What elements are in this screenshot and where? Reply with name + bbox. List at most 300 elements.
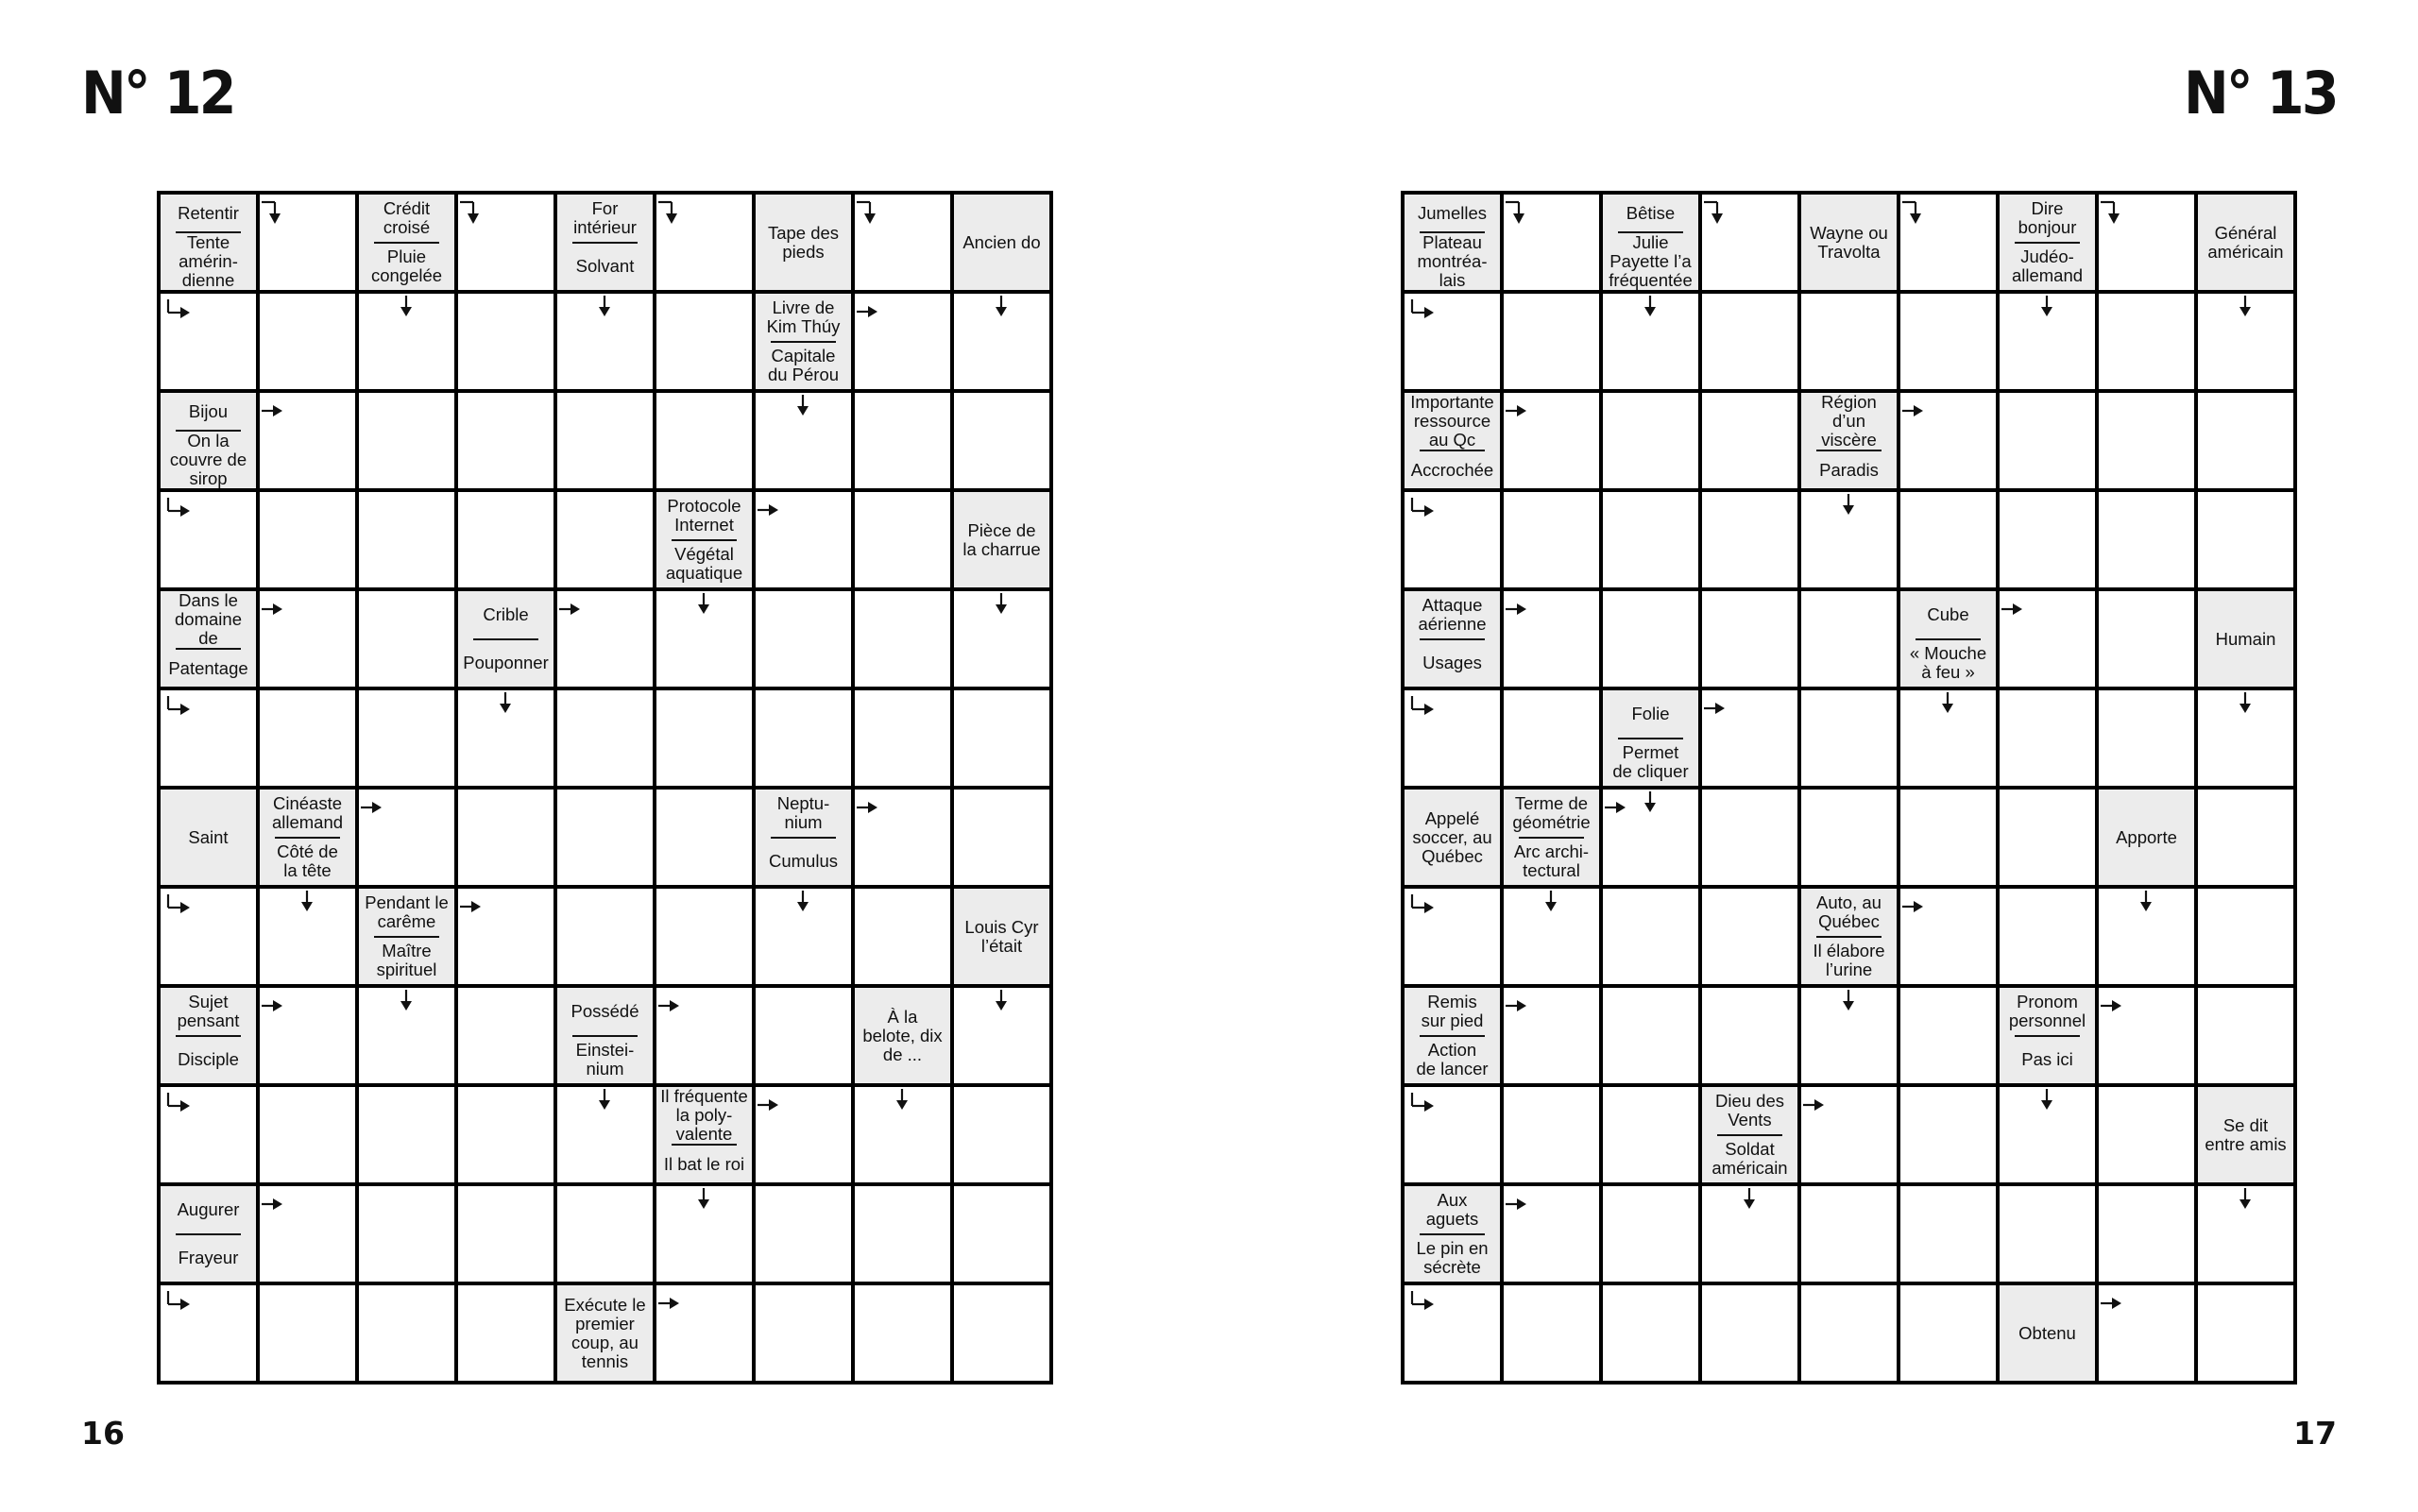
answer-cell[interactable] <box>1702 1285 1797 1381</box>
clue-text: Paradis <box>1819 459 1879 480</box>
answer-cell[interactable] <box>1801 790 1897 885</box>
clue-text: Crédit croisé <box>383 197 431 237</box>
answer-cell[interactable] <box>656 591 752 687</box>
definition-cell <box>2000 195 2095 290</box>
answer-cell[interactable] <box>359 1285 454 1381</box>
definition-cell <box>161 591 256 687</box>
arrow-down-icon <box>1842 494 1855 515</box>
answer-cell[interactable] <box>1405 690 1500 786</box>
definition-cell <box>2198 1087 2293 1182</box>
definition-cell <box>954 889 1049 984</box>
answer-cell[interactable] <box>557 1186 653 1282</box>
arrow-down-right-icon <box>1410 1291 1435 1314</box>
answer-cell[interactable] <box>1900 393 1996 488</box>
answer-cell[interactable] <box>656 790 752 885</box>
answer-cell[interactable] <box>1504 1186 1599 1282</box>
answer-cell[interactable] <box>756 492 851 587</box>
answer-cell[interactable] <box>2198 1186 2293 1282</box>
arrow-down-icon <box>1743 1188 1756 1209</box>
arrow-right-icon <box>262 404 282 417</box>
answer-cell[interactable] <box>359 988 454 1083</box>
answer-cell[interactable] <box>1702 294 1797 389</box>
answer-cell[interactable] <box>954 690 1049 786</box>
definition-cell <box>656 1087 752 1182</box>
arrow-down-right-icon <box>166 1093 191 1115</box>
clue-text: Action de lancer <box>1416 1040 1489 1079</box>
answer-cell[interactable] <box>1603 1186 1698 1282</box>
definition-cell <box>359 889 454 984</box>
answer-cell[interactable] <box>2000 1087 2095 1182</box>
definition-cell <box>756 790 851 885</box>
answer-cell[interactable] <box>855 1186 950 1282</box>
clue-text: Judéo- allemand <box>2011 246 2084 286</box>
answer-cell[interactable] <box>458 690 553 786</box>
arrow-down-icon <box>2239 1188 2252 1209</box>
arrow-down-right-icon <box>166 498 191 520</box>
answer-cell[interactable] <box>1504 591 1599 687</box>
answer-cell[interactable] <box>1504 1285 1599 1381</box>
answer-cell[interactable] <box>855 790 950 885</box>
arrow-down-icon <box>2040 1089 2053 1110</box>
answer-cell[interactable] <box>1900 790 1996 885</box>
arrow-down-right-icon <box>1410 894 1435 917</box>
answer-cell[interactable] <box>1900 690 1996 786</box>
arrow-right-icon <box>262 603 282 616</box>
answer-cell[interactable] <box>260 889 355 984</box>
clue-text: « Mouche à feu » <box>1909 643 1987 683</box>
answer-cell[interactable] <box>855 1087 950 1182</box>
arrow-down-right-icon <box>1410 299 1435 322</box>
answer-cell[interactable] <box>855 690 950 786</box>
clue-text: Pendant le carême <box>365 892 449 931</box>
answer-cell[interactable] <box>260 690 355 786</box>
arrow-right-icon <box>460 900 481 913</box>
answer-cell[interactable] <box>2099 393 2194 488</box>
clue-text: Humain <box>2215 628 2276 649</box>
answer-cell[interactable] <box>1603 790 1698 885</box>
clue-text: On la couvre de sirop <box>169 431 247 488</box>
clue-text: Louis Cyr l’était <box>964 916 1039 956</box>
definition-cell <box>2198 591 2293 687</box>
arrow-down-right-icon <box>1410 1093 1435 1115</box>
answer-cell[interactable] <box>1603 492 1698 587</box>
answer-cell[interactable] <box>1900 492 1996 587</box>
answer-cell[interactable] <box>1801 1285 1897 1381</box>
answer-cell[interactable] <box>2198 1285 2293 1381</box>
clue-text: Cinéaste allemand <box>271 792 344 832</box>
clue-text: Appelé soccer, au Québec <box>1412 807 1492 866</box>
answer-cell[interactable] <box>2198 492 2293 587</box>
answer-cell[interactable] <box>161 1087 256 1182</box>
answer-cell[interactable] <box>557 294 653 389</box>
arrow-down-icon <box>796 891 809 911</box>
crossword-grid-left <box>157 191 1053 1385</box>
answer-cell[interactable] <box>359 294 454 389</box>
answer-cell[interactable] <box>557 690 653 786</box>
answer-cell[interactable] <box>656 294 752 389</box>
answer-cell[interactable] <box>1900 988 1996 1083</box>
answer-cell[interactable] <box>1702 591 1797 687</box>
answer-cell[interactable] <box>260 988 355 1083</box>
answer-cell[interactable] <box>954 393 1049 488</box>
answer-cell[interactable] <box>756 988 851 1083</box>
answer-cell[interactable] <box>1801 591 1897 687</box>
answer-cell[interactable] <box>458 1285 553 1381</box>
clue-text: Tente amérin- dienne <box>179 232 238 290</box>
answer-cell[interactable] <box>1603 1285 1698 1381</box>
answer-cell[interactable] <box>756 1087 851 1182</box>
arrow-down-right-icon <box>166 696 191 719</box>
answer-cell[interactable] <box>954 790 1049 885</box>
arrow-down-icon <box>1842 990 1855 1011</box>
answer-cell[interactable] <box>260 195 355 290</box>
definition-cell <box>954 492 1049 587</box>
clue-text: Julie Payette l’a fréquentée <box>1609 232 1693 290</box>
answer-cell[interactable] <box>756 889 851 984</box>
arrow-down-right-icon <box>1410 696 1435 719</box>
answer-cell[interactable] <box>2000 790 2095 885</box>
answer-cell[interactable] <box>1801 988 1897 1083</box>
answer-cell[interactable] <box>656 988 752 1083</box>
arrow-down-icon <box>1544 891 1558 911</box>
answer-cell[interactable] <box>954 591 1049 687</box>
clue-text: Il bat le roi <box>663 1153 745 1174</box>
arrow-right-icon <box>2001 603 2022 616</box>
clue-text: Bêtise <box>1626 202 1676 223</box>
answer-cell[interactable] <box>1900 1087 1996 1182</box>
answer-cell[interactable] <box>1504 195 1599 290</box>
arrow-down-icon <box>697 1188 710 1209</box>
definition-cell <box>1405 790 1500 885</box>
answer-cell[interactable] <box>359 1087 454 1182</box>
arrow-right-icon <box>758 1098 778 1112</box>
arrow-down-icon <box>995 990 1008 1011</box>
answer-cell[interactable] <box>2000 393 2095 488</box>
answer-cell[interactable] <box>260 492 355 587</box>
answer-cell[interactable] <box>557 393 653 488</box>
clue-text: Pas ici <box>2021 1049 2073 1070</box>
answer-cell[interactable] <box>458 294 553 389</box>
clue-text: Pronom personnel <box>2008 991 2086 1030</box>
definition-cell <box>1405 591 1500 687</box>
clue-text: Crible <box>483 603 529 624</box>
answer-cell[interactable] <box>1603 1087 1698 1182</box>
definition-cell <box>1405 988 1500 1083</box>
answer-cell[interactable] <box>954 988 1049 1083</box>
arrow-right-icon <box>262 1198 282 1211</box>
answer-cell[interactable] <box>756 591 851 687</box>
answer-cell[interactable] <box>1603 393 1698 488</box>
answer-cell[interactable] <box>359 591 454 687</box>
clue-text: For intérieur <box>573 197 637 237</box>
answer-cell[interactable] <box>1603 889 1698 984</box>
answer-cell[interactable] <box>1702 492 1797 587</box>
answer-cell[interactable] <box>1504 393 1599 488</box>
answer-cell[interactable] <box>656 1186 752 1282</box>
clue-text: Frayeur <box>178 1248 239 1268</box>
arrow-down-icon <box>2239 692 2252 713</box>
answer-cell[interactable] <box>458 393 553 488</box>
answer-cell[interactable] <box>1504 492 1599 587</box>
arrow-right-icon <box>361 801 382 814</box>
clue-text: Jumelles <box>1418 202 1487 223</box>
definition-cell <box>855 988 950 1083</box>
page-number-right: 17 <box>2293 1415 2337 1452</box>
answer-cell[interactable] <box>359 492 454 587</box>
answer-cell[interactable] <box>1801 294 1897 389</box>
answer-cell[interactable] <box>2000 889 2095 984</box>
answer-cell[interactable] <box>1702 1186 1797 1282</box>
answer-cell[interactable] <box>1900 1186 1996 1282</box>
definition-cell <box>656 492 752 587</box>
arrow-down-icon <box>2239 296 2252 316</box>
answer-cell[interactable] <box>2099 1186 2194 1282</box>
arrow-right-icon <box>559 603 580 616</box>
answer-cell[interactable] <box>1405 1087 1500 1182</box>
clue-text: Aux aguets <box>1425 1189 1479 1229</box>
arrow-right-icon <box>658 1297 679 1310</box>
answer-cell[interactable] <box>1702 195 1797 290</box>
clue-text: Région d’un viscère <box>1821 392 1877 450</box>
answer-cell[interactable] <box>756 393 851 488</box>
answer-cell[interactable] <box>2198 988 2293 1083</box>
definition-cell <box>2099 790 2194 885</box>
arrow-right-icon <box>1605 801 1626 814</box>
answer-cell[interactable] <box>260 1285 355 1381</box>
clue-text: Le pin en sécrète <box>1416 1238 1489 1278</box>
answer-cell[interactable] <box>161 889 256 984</box>
answer-cell[interactable] <box>1801 1186 1897 1282</box>
answer-cell[interactable] <box>2000 1186 2095 1282</box>
answer-cell[interactable] <box>557 889 653 984</box>
clue-text: Pouponner <box>463 653 549 673</box>
definition-cell <box>1900 591 1996 687</box>
answer-cell[interactable] <box>756 690 851 786</box>
answer-cell[interactable] <box>2099 1087 2194 1182</box>
answer-cell[interactable] <box>1702 790 1797 885</box>
answer-cell[interactable] <box>2198 790 2293 885</box>
answer-cell[interactable] <box>855 492 950 587</box>
clue-text: Importante ressource au Qc <box>1410 392 1494 450</box>
answer-cell[interactable] <box>1405 1285 1500 1381</box>
answer-cell[interactable] <box>260 393 355 488</box>
answer-cell[interactable] <box>458 1186 553 1282</box>
definition-cell <box>2000 988 2095 1083</box>
answer-cell[interactable] <box>656 393 752 488</box>
answer-cell[interactable] <box>1900 195 1996 290</box>
answer-cell[interactable] <box>1801 1087 1897 1182</box>
answer-cell[interactable] <box>458 889 553 984</box>
arrow-right-down-icon <box>1704 200 1728 225</box>
answer-cell[interactable] <box>1900 1285 1996 1381</box>
clue-text: Soldat américain <box>1711 1139 1788 1179</box>
arrow-right-down-icon <box>1506 200 1530 225</box>
arrow-right-icon <box>857 305 877 318</box>
arrow-right-icon <box>1506 999 1526 1012</box>
answer-cell[interactable] <box>2198 393 2293 488</box>
definition-cell <box>2000 1285 2095 1381</box>
definition-cell <box>161 393 256 488</box>
answer-cell[interactable] <box>260 1087 355 1182</box>
answer-cell[interactable] <box>1801 492 1897 587</box>
answer-cell[interactable] <box>756 1186 851 1282</box>
answer-cell[interactable] <box>2099 988 2194 1083</box>
arrow-down-icon <box>1941 692 1954 713</box>
definition-cell <box>1405 195 1500 290</box>
clue-text: Tape des pieds <box>767 222 840 262</box>
answer-cell[interactable] <box>2000 690 2095 786</box>
clue-text: Plateau montréa- lais <box>1417 232 1488 290</box>
answer-cell[interactable] <box>2000 591 2095 687</box>
arrow-right-down-icon <box>2101 200 2125 225</box>
answer-cell[interactable] <box>1900 889 1996 984</box>
clue-text: Einstei- nium <box>575 1040 635 1079</box>
clue-text: Pièce de la charrue <box>962 519 1041 559</box>
arrow-down-right-icon <box>166 299 191 322</box>
clue-text: Apporte <box>2116 826 2177 847</box>
arrow-down-right-icon <box>1410 498 1435 520</box>
answer-cell[interactable] <box>2198 690 2293 786</box>
clue-text: Dieu des Vents <box>1714 1090 1784 1130</box>
answer-cell[interactable] <box>458 790 553 885</box>
answer-cell[interactable] <box>458 492 553 587</box>
arrow-down-icon <box>1643 296 1657 316</box>
answer-cell[interactable] <box>756 1285 851 1381</box>
answer-cell[interactable] <box>1702 690 1797 786</box>
answer-cell[interactable] <box>1702 889 1797 984</box>
answer-cell[interactable] <box>1504 1087 1599 1182</box>
clue-text: Disciple <box>178 1049 239 1070</box>
answer-cell[interactable] <box>458 195 553 290</box>
answer-cell[interactable] <box>2198 294 2293 389</box>
answer-cell[interactable] <box>260 294 355 389</box>
answer-cell[interactable] <box>656 1285 752 1381</box>
answer-cell[interactable] <box>2099 591 2194 687</box>
arrow-down-icon <box>697 593 710 614</box>
arrow-right-icon <box>2101 1297 2121 1310</box>
answer-cell[interactable] <box>1504 690 1599 786</box>
answer-cell[interactable] <box>1702 988 1797 1083</box>
arrow-right-icon <box>1803 1098 1824 1112</box>
answer-cell[interactable] <box>1900 294 1996 389</box>
clue-text: Wayne ou Travolta <box>1810 222 1888 262</box>
answer-cell[interactable] <box>458 1087 553 1182</box>
answer-cell[interactable] <box>954 294 1049 389</box>
answer-cell[interactable] <box>359 393 454 488</box>
answer-cell[interactable] <box>161 294 256 389</box>
answer-cell[interactable] <box>656 195 752 290</box>
answer-cell[interactable] <box>2000 492 2095 587</box>
arrow-right-icon <box>658 999 679 1012</box>
answer-cell[interactable] <box>260 591 355 687</box>
answer-cell[interactable] <box>2099 690 2194 786</box>
answer-cell[interactable] <box>359 690 454 786</box>
answer-cell[interactable] <box>954 1285 1049 1381</box>
answer-cell[interactable] <box>855 393 950 488</box>
arrow-right-icon <box>2101 999 2121 1012</box>
answer-cell[interactable] <box>2099 889 2194 984</box>
answer-cell[interactable] <box>1405 889 1500 984</box>
answer-cell[interactable] <box>557 1087 653 1182</box>
answer-cell[interactable] <box>954 1087 1049 1182</box>
answer-cell[interactable] <box>1603 294 1698 389</box>
answer-cell[interactable] <box>260 1186 355 1282</box>
answer-cell[interactable] <box>1801 690 1897 786</box>
answer-cell[interactable] <box>557 492 653 587</box>
puzzle-title-right: N° 13 <box>2184 59 2337 127</box>
clue-text: Terme de géométrie <box>1512 792 1591 832</box>
answer-cell[interactable] <box>954 1186 1049 1282</box>
answer-cell[interactable] <box>2099 195 2194 290</box>
arrow-down-icon <box>598 1089 611 1110</box>
answer-cell[interactable] <box>2099 1285 2194 1381</box>
clue-text: Augurer <box>177 1198 240 1219</box>
clue-text: Livre de Kim Thúy <box>766 297 841 336</box>
answer-cell[interactable] <box>1405 294 1500 389</box>
arrow-down-icon <box>1643 791 1657 812</box>
answer-cell[interactable] <box>161 1285 256 1381</box>
answer-cell[interactable] <box>1504 988 1599 1083</box>
arrow-down-icon <box>499 692 512 713</box>
answer-cell[interactable] <box>359 790 454 885</box>
answer-cell[interactable] <box>1702 393 1797 488</box>
clue-text: Cumulus <box>769 851 838 872</box>
definition-cell <box>1801 889 1897 984</box>
definition-cell <box>359 195 454 290</box>
answer-cell[interactable] <box>1603 988 1698 1083</box>
answer-cell[interactable] <box>557 591 653 687</box>
arrow-right-icon <box>758 503 778 517</box>
clue-text: Pluie congelée <box>370 246 443 286</box>
answer-cell[interactable] <box>855 1285 950 1381</box>
answer-cell[interactable] <box>2099 294 2194 389</box>
answer-cell[interactable] <box>2099 492 2194 587</box>
answer-cell[interactable] <box>2000 294 2095 389</box>
answer-cell[interactable] <box>557 790 653 885</box>
definition-cell <box>1801 195 1897 290</box>
clue-text: Solvant <box>575 256 635 277</box>
answer-cell[interactable] <box>656 690 752 786</box>
clue-text: À la belote, dix de ... <box>862 1006 943 1064</box>
answer-cell[interactable] <box>359 1186 454 1282</box>
arrow-down-icon <box>400 296 413 316</box>
clue-text: Sujet pensant <box>177 991 240 1030</box>
definition-cell <box>161 790 256 885</box>
answer-cell[interactable] <box>161 690 256 786</box>
answer-cell[interactable] <box>855 195 950 290</box>
answer-cell[interactable] <box>855 294 950 389</box>
clue-text: Auto, au Québec <box>1816 892 1882 931</box>
clue-text: Exécute le premier coup, au tennis <box>564 1294 646 1371</box>
answer-cell[interactable] <box>458 988 553 1083</box>
definition-cell <box>2198 195 2293 290</box>
arrow-right-icon <box>262 999 282 1012</box>
clue-text: Il élabore l’urine <box>1813 941 1885 980</box>
clue-text: Cube <box>1927 603 1969 624</box>
answer-cell[interactable] <box>1504 889 1599 984</box>
answer-cell[interactable] <box>1405 492 1500 587</box>
answer-cell[interactable] <box>2198 889 2293 984</box>
definition-cell <box>557 1285 653 1381</box>
arrow-down-icon <box>995 296 1008 316</box>
answer-cell[interactable] <box>855 591 950 687</box>
definition-cell <box>1504 790 1599 885</box>
answer-cell[interactable] <box>161 492 256 587</box>
answer-cell[interactable] <box>855 889 950 984</box>
answer-cell[interactable] <box>656 889 752 984</box>
answer-cell[interactable] <box>1504 294 1599 389</box>
answer-cell[interactable] <box>1603 591 1698 687</box>
